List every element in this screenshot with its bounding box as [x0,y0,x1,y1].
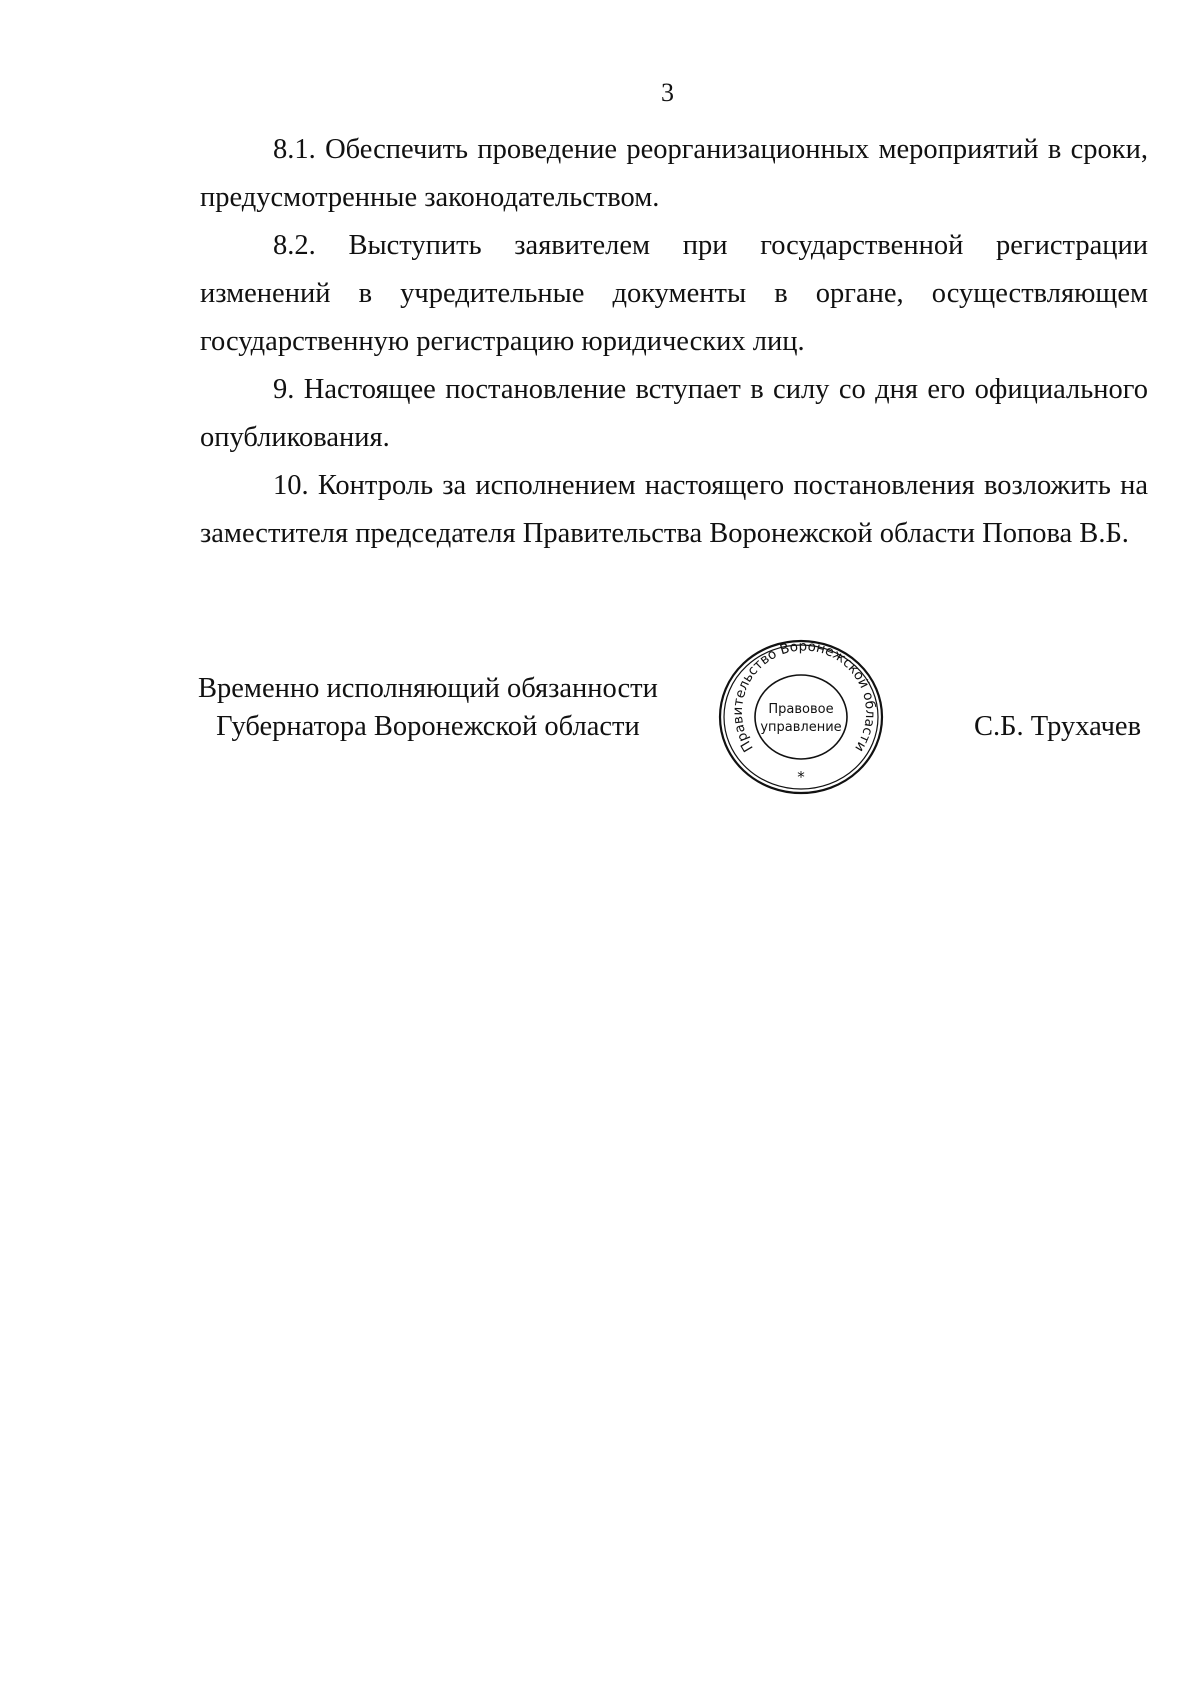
stamp-inner-line-1: Правовое [768,702,834,717]
signer-name: С.Б. Трухачев [974,711,1142,742]
official-stamp [716,637,886,797]
signatory-position [198,670,658,746]
signatory-position-line-2: Губернатора Воронежской области [216,711,640,742]
paragraph-9: 9. Настоящее постановление вступает в силу со дня его официального опубликования. [200,374,1148,453]
document-body [200,126,1148,558]
stamp-inner-line-2: управление [760,720,842,735]
paragraph-10: 10. Контроль за исполнением настоящего постановления возложить на заместителя председателя Правительства Воронежской области Попова В.Б. [200,470,1148,549]
stamp-star: * [797,768,805,786]
page-number: 3 [661,78,674,107]
paragraph-8-2: 8.2. Выступить заявителем при государственной регистрации изменений в учредительные документы в органе, осуществляющем государственную регистрацию юридических лиц. [200,230,1148,357]
stamp-outer-text: Правительство Воронежской области [729,638,879,755]
stamp-seal-graphic [716,637,886,797]
paragraph-8-1: 8.1. Обеспечить проведение реорганизационных мероприятий в сроки, предусмотренные законодательством. [200,134,1148,213]
signatory-position-line-1: Временно исполняющий обязанности [198,673,658,704]
